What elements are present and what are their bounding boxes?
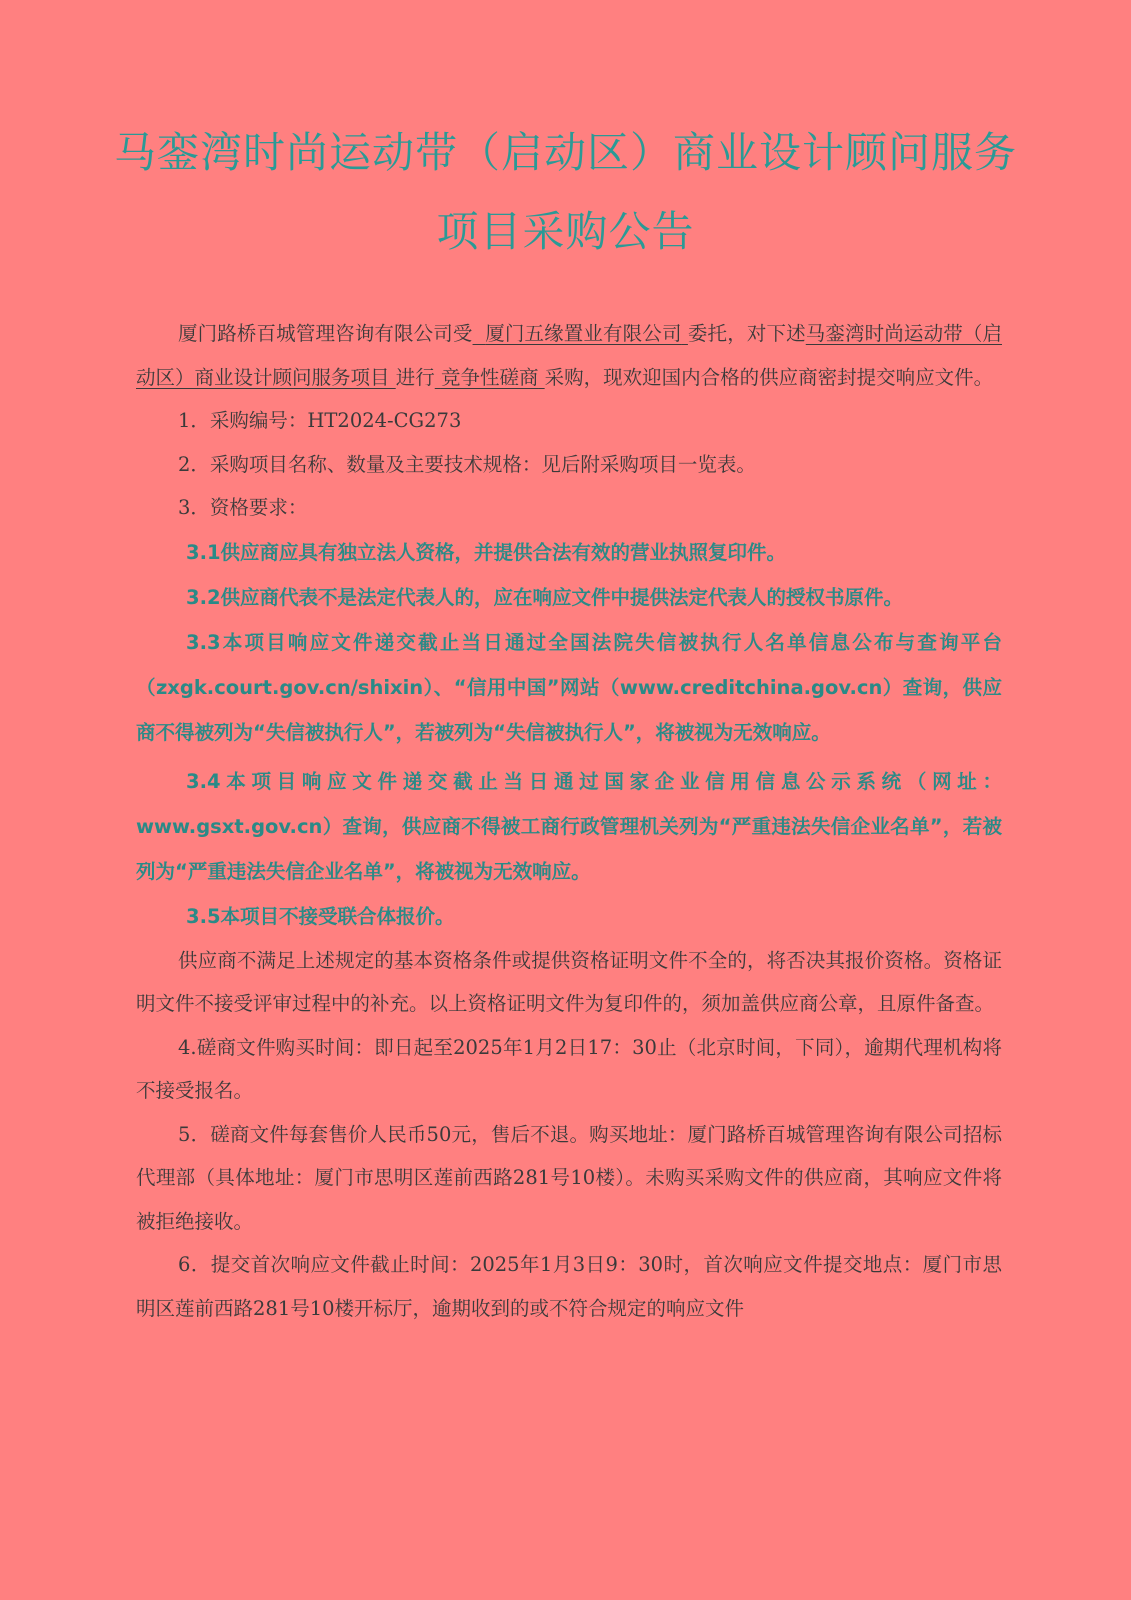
client-name: 厦门五缘置业有限公司 [485,322,682,345]
agent-text: 厦门路桥百城管理咨询有限公司受 [178,322,473,345]
page-title-line-2: 项目采购公告 [436,207,695,256]
qualification-3-1: 3.1供应商应具有独立法人资格，并提供合法有效的营业执照复印件。 [186,540,787,564]
item-procurement-number: 1．采购编号：HT2024-CG273 [178,409,462,432]
procurement-method: 竞争性磋商 [440,365,539,389]
page-title-line-1: 马銮湾时尚运动带（启动区）商业设计顾问服务 [113,128,1017,177]
qualification-3-5: 3.5本项目不接受联合体报价。 [186,904,455,928]
item-project-specs: 2．采购项目名称、数量及主要技术规格：见后附采购项目一览表。 [178,452,756,476]
entrust-text: 委托，对下述 [687,322,806,345]
item-submission-deadline: 6．提交首次响应文件截止时间：2025年1月3日9：30时，首次响应文件提交地点：厦门市思明区莲前西路281号10楼开标厅，逾期收到的或不符合规定的响应文件 [136,1253,1002,1320]
method-pre-text: 进行 [395,365,435,389]
qualification-note: 供应商不满足上述规定的基本资格条件或提供资格证明文件不全的，将否决其报价资格。资格证明文件不接受评审过程中的补充。以上资格证明文件为复印件的，须加盖供应商公章，且原件备查。 [136,948,1002,1015]
announcement-body [136,312,1002,1330]
intro-paragraph [136,312,1002,399]
project-name: 马銮湾时尚运动带（启动区）商业设计顾问服务项目 [136,322,1002,389]
qualification-3-3: 3.3本项目响应文件递交截止当日通过全国法院失信被执行人名单信息公布与查询平台（zxgk.court.gov.cn/shixin）、“信用中国”网站（www.creditchina.gov.cn）查询，供应商不得被列为“失信被执行人”，若被列为“失信被执行人”，将被视为无效响应。 [136,630,1002,744]
qualification-3-4: 3.4本项目响应文件递交截止当日通过国家企业信用信息公示系统（网址：www.gsxt.gov.cn）查询，供应商不得被工商行政管理机关列为“严重违法失信企业名单”，若被列为“严重违法失信企业名单”，将被视为无效响应。 [136,769,1002,883]
item-qualification-heading: 3．资格要求： [178,496,308,519]
item-document-price: 5．磋商文件每套售价人民币50元，售后不退。购买地址：厦门路桥百城管理咨询有限公司招标代理部（具体地址：厦门市思明区莲前西路281号10楼）。未购买采购文件的供应商，其响应文件将被拒绝接收。 [136,1122,1002,1233]
intro-tail-text: 采购，现欢迎国内合格的供应商密封提交响应文件。 [544,365,994,389]
item-purchase-time: 4.磋商文件购买时间：即日起至2025年1月2日17：30止（北京时间，下同），逾期代理机构将不接受报名。 [136,1035,1002,1102]
qualification-3-2: 3.2供应商代表不是法定代表人的，应在响应文件中提供法定代表人的授权书原件。 [186,585,904,609]
